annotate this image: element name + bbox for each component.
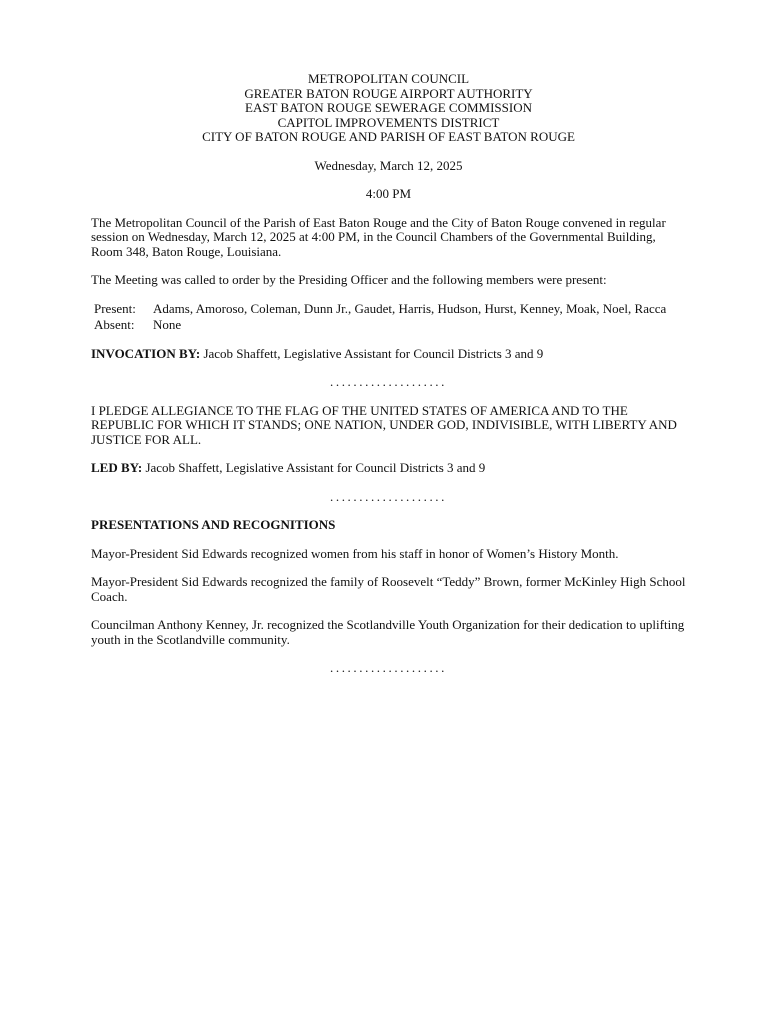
meeting-date: Wednesday, March 12, 2025 — [314, 157, 463, 173]
separator-dots: .................... — [330, 374, 447, 389]
meeting-time: 4:00 PM — [365, 186, 412, 201]
separator-dots: .................... — [330, 488, 447, 504]
minutes-page — [91, 72, 686, 676]
header-line-airport: GREATER BATON ROUGE AIRPORT AUTHORITY — [244, 85, 533, 101]
called-to-order-paragraph: The Meeting was called to order by the Presiding Officer and the following members were present: — [91, 272, 607, 287]
header-line-sewerage: EAST BATON ROUGE SEWERAGE COMMISSION — [245, 100, 532, 115]
invocation-label: INVOCATION BY: — [91, 345, 201, 361]
roll-absent-row — [91, 318, 686, 333]
document-header — [91, 72, 686, 145]
roll-present-row — [91, 302, 686, 317]
header-line-capitol: CAPITOL IMPROVEMENTS DISTRICT — [277, 114, 500, 130]
present-members: Adams, Amoroso, Coleman, Dunn Jr., Gaudet, Harris, Hudson, Hurst, Kenney, Moak, Noel, Racca — [153, 300, 667, 316]
header-line-city-parish: CITY OF BATON ROUGE AND PARISH OF EAST BATON ROUGE — [202, 129, 575, 144]
invocation-paragraph — [91, 347, 686, 362]
roll-call — [91, 302, 686, 333]
invocation-text: Jacob Shaffett, Legislative Assistant for Council Districts 3 and 9 — [200, 345, 544, 361]
separator-dots: .................... — [330, 660, 447, 675]
header-line-council: METROPOLITAN COUNCIL — [307, 71, 470, 86]
presentation-item: Mayor-President Sid Edwards recognized the family of Roosevelt “Teddy” Brown, former McKinley High School Coach. — [91, 574, 686, 604]
present-label: Present: — [94, 300, 136, 316]
led-by-label: LED BY: — [91, 460, 143, 475]
absent-members: None — [153, 317, 182, 332]
led-by-paragraph — [91, 461, 686, 476]
led-by-text: Jacob Shaffett, Legislative Assistant for Council Districts 3 and 9 — [142, 460, 486, 475]
pledge-paragraph: I PLEDGE ALLEGIANCE TO THE FLAG OF THE UNITED STATES OF AMERICA AND TO THE REPUBLIC FOR WHICH IT STANDS; ONE NATION, UNDER GOD, INDIVISIBLE, WITH LIBERTY AND JUSTICE FOR ALL. — [91, 402, 677, 447]
absent-label: Absent: — [94, 317, 135, 332]
presentations-heading: PRESENTATIONS AND RECOGNITIONS — [91, 517, 336, 532]
presentation-item: Mayor-President Sid Edwards recognized women from his staff in honor of Women’s History Month. — [91, 545, 619, 561]
presentation-item: Councilman Anthony Kenney, Jr. recognized the Scotlandville Youth Organization for their dedication to uplifting youth in the Scotlandville community. — [91, 617, 685, 647]
convened-paragraph: The Metropolitan Council of the Parish of East Baton Rouge and the City of Baton Rouge convened in regular session on Wednesday, March 12, 2025 at 4:00 PM, in the Council Chambers of the Governmental Building, Room 348, Baton Rouge, Louisiana. — [91, 214, 666, 259]
